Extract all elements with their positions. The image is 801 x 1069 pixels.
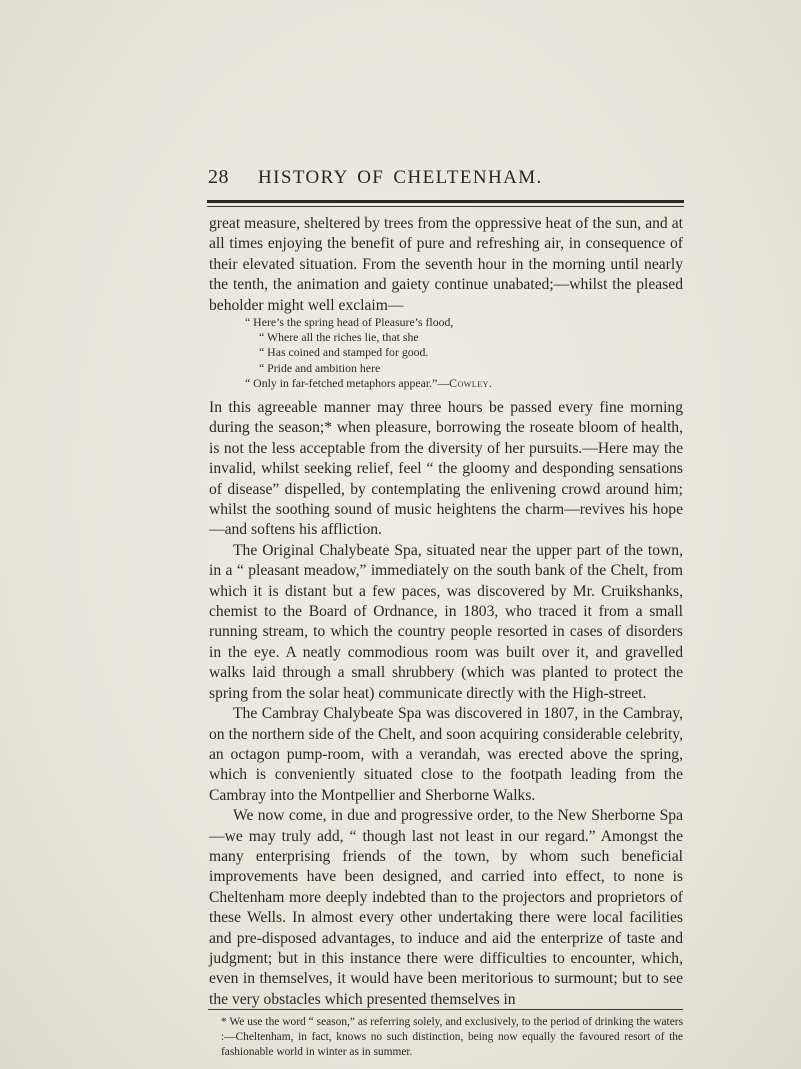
paragraph: We now come, in due and progressive order, to the New Sherborne Spa—we may truly add, “ though last not least in our regard.” Amongst the many enterprising friends of the town, by whom such beneficial improvements have been designed, and carried into effect, to none is Cheltenham more deeply indebted than to the projectors and proprietors of these Wells. In almost every other undertaking there were local facilities and pre-disposed advantages, to induce and aid the enterprize of taste and judgment; but in this instance there were difficulties to encounter, which, even in themselves, it would have been meritorious to surmount; but to see the very obstacles which presented themselves in	[209, 807, 683, 1008]
paragraph: In this agreeable manner may three hours be passed every fine morning during the season;* when pleasure, borrowing the roseate bloom of health, is not the less acceptable from the diversity of her pursuits.—Here may the invalid, whilst seeking relief, feel “ the gloomy and desponding sensations of disease” dispelled, by contemplating the enlivening crowd around him; whilst the soothing sound of music heightens the charm—revives his hope—and softens his affliction.	[209, 399, 683, 539]
verse-attribution: Cowley.	[449, 375, 493, 390]
footnote-rule	[208, 1009, 683, 1010]
header-rule-thick	[207, 200, 684, 203]
page-number: 28	[208, 166, 229, 188]
paragraph: great measure, sheltered by trees from the oppressive heat of the sun, and at all times enjoying the benefit of pure and refreshing air, in consequence of their elevated situation. From the seventh hour in the morning until nearly the tenth, the animation and gaiety continue unabated;—whilst the pleased beholder might well exclaim—	[209, 215, 683, 314]
footnote-text: * We use the word “ season,” as referring solely, and exclusively, to the period of drinking the waters :—Cheltenham, in fact, knows no such distinction, being now equally the favoured resort of the fashionable world in winter as in summer.	[221, 1016, 683, 1058]
verse-line: “ Pride and ambition here	[259, 360, 381, 375]
paragraph: The Cambray Chalybeate Spa was discovered in 1807, in the Cambray, on the northern side of the Chelt, and soon acquiring considerable celebrity, an octagon pump-room, with a verandah, was erected above the spring, which is conveniently situated close to the footpath leading from the Cambray into the Montpellier and Sherborne Walks.	[209, 705, 683, 804]
verse-line: “ Has coined and stamped for good.	[259, 345, 429, 360]
footnote	[209, 1015, 683, 1060]
header-rule-thin	[207, 206, 684, 207]
opening-paragraph-block	[209, 214, 683, 316]
verse-line-text: “ Only in far-fetched metaphors appear.”—	[245, 375, 450, 390]
verse-quotation	[245, 315, 665, 391]
paragraph: The Original Chalybeate Spa, situated near the upper part of the town, in a “ pleasant meadow,” immediately on the south bank of the Chelt, from which it is distant but a few paces, was discovered by Mr. Cruikshanks, chemist to the Board of Ordnance, in 1803, who traced it from a small running stream, to which the country people resorted in cases of disorders in the eye. A neatly commodious room was built over it, and gravelled walks laid through a small shrubbery (which was planted to protect the spring from the solar heat) communicate directly with the High-street.	[209, 541, 683, 702]
running-title: HISTORY OF CHELTENHAM.	[258, 167, 543, 188]
verse-line: “ Where all the riches lie, that she	[259, 330, 419, 345]
main-text-block	[209, 398, 683, 1010]
verse-line-last	[245, 376, 665, 391]
verse-line: “ Here’s the spring head of Pleasure’s flood,	[245, 315, 454, 329]
